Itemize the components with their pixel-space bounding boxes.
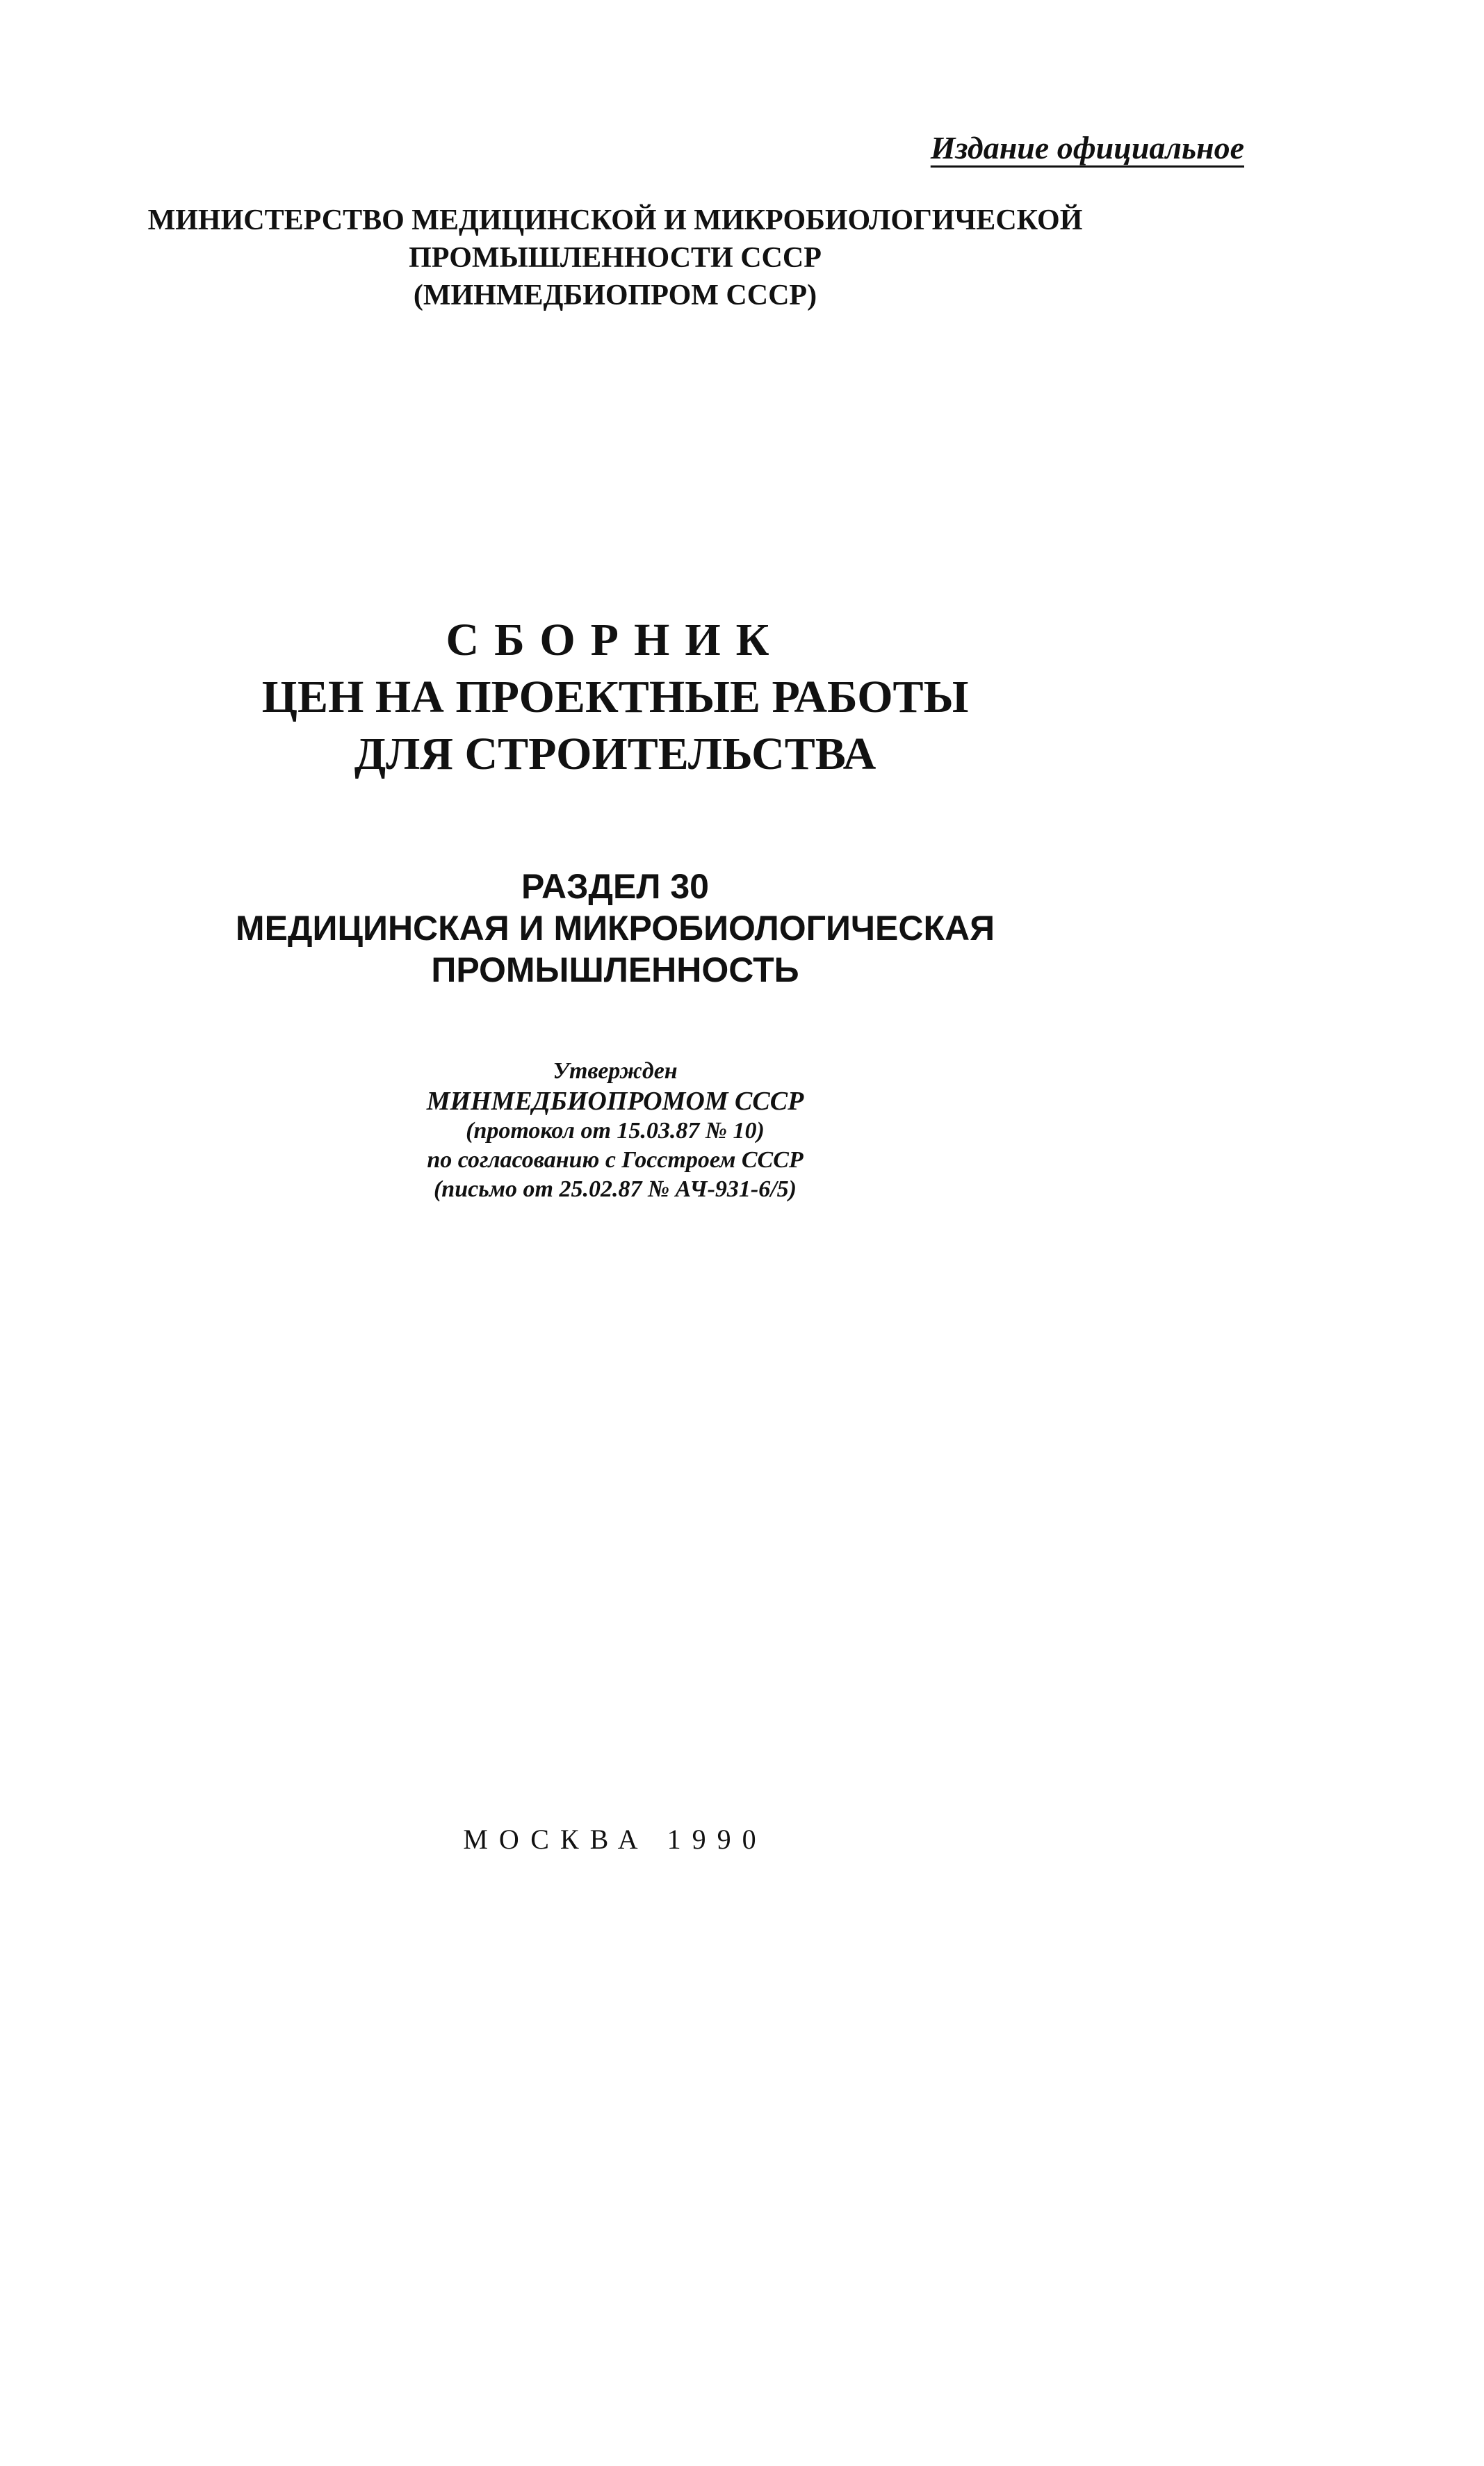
title-line-3: ДЛЯ СТРОИТЕЛЬСТВА	[354, 729, 876, 779]
document-title	[181, 612, 1050, 783]
official-edition-label: Издание официальное	[930, 130, 1244, 165]
ministry-header	[139, 202, 1091, 314]
approval-line-3: (протокол от 15.03.87 № 10)	[466, 1118, 765, 1144]
imprint-city-year: МОСКВА 1990	[463, 1824, 767, 1855]
approval-note	[278, 1057, 952, 1204]
approval-line-4: по согласованию с Госстроем СССР	[427, 1147, 804, 1173]
approval-line-5: (письмо от 25.02.87 № АЧ-931-6/5)	[433, 1176, 797, 1202]
section-line-1: РАЗДЕЛ 30	[521, 867, 709, 906]
section-heading	[174, 866, 1057, 991]
approval-line-2: МИНМЕДБИОПРОМОМ СССР	[426, 1087, 804, 1116]
section-line-3: ПРОМЫШЛЕННОСТЬ	[431, 950, 799, 989]
section-line-2: МЕДИЦИНСКАЯ И МИКРОБИОЛОГИЧЕСКАЯ	[235, 909, 995, 948]
title-line-2: ЦЕН НА ПРОЕКТНЫЕ РАБОТЫ	[261, 672, 969, 722]
title-line-1: СБОРНИК	[446, 615, 785, 665]
ministry-line-3: (МИНМЕДБИОПРОМ СССР)	[413, 279, 817, 311]
ministry-line-1: МИНИСТЕРСТВО МЕДИЦИНСКОЙ И МИКРОБИОЛОГИЧЕСКОЙ	[147, 204, 1083, 236]
approval-line-1: Утвержден	[553, 1058, 678, 1084]
ministry-line-2: ПРОМЫШЛЕННОСТИ СССР	[409, 242, 822, 274]
